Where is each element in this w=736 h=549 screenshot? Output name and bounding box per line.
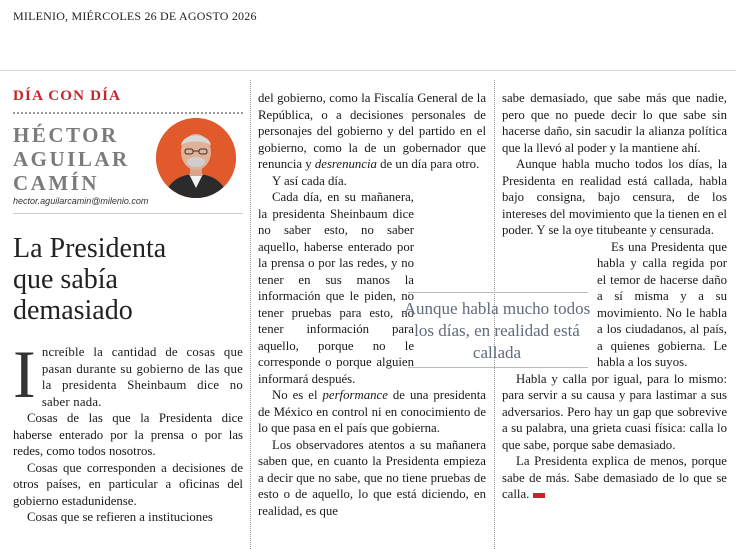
headline-line3: demasiado — [13, 295, 133, 326]
section-label: DÍA CON DÍA — [13, 88, 122, 104]
headline — [13, 233, 243, 326]
column-divider — [250, 80, 251, 549]
author-email: hector.aguilarcamin@milenio.com — [13, 196, 149, 206]
headline-line2: que sabía — [13, 264, 118, 295]
paragraph — [502, 453, 727, 503]
section-rule — [13, 112, 243, 114]
author-photo — [156, 118, 236, 198]
top-rule — [0, 70, 736, 71]
paragraph: Cosas que se refieren a instituciones — [27, 510, 213, 524]
text-run: No es el — [272, 388, 323, 402]
paragraph-lead-text: ncreíble la cantidad de cosas que pasan durante su gobierno de las que la presidenta Sheinbaum dice no saber nada. — [41, 345, 243, 409]
paragraph: Los observadores atentos a su mañanera saben que, en cuanto la Presidenta empieza a decir que no sabe, que no tiene pruebas de esto o de aquello, lo que está diciendo, en realidad, es que — [258, 437, 486, 518]
paragraph: Cosas de las que la Presidenta dice haberse enterado por la prensa o por las redes, como todos nosotros. — [13, 411, 243, 458]
end-mark-icon — [533, 493, 545, 498]
author-portrait-icon — [156, 118, 236, 198]
paragraph: Y así cada día. — [272, 173, 347, 188]
paragraph-lead — [13, 336, 243, 412]
drop-cap: I — [13, 336, 36, 412]
paragraph: Cada día, en su mañanera, la presidenta Sheinbaum dice no saber esto, no saber aquello, haberse enterado por la prensa o por las redes, y no tener en sus manos la información que le piden, no tener pruebas para esto, no tener información para aquello, porque no le corresponde o porque alguien informará después. — [258, 190, 414, 386]
header-separator — [13, 213, 243, 214]
paragraph: Es una Presidenta que habla y calla regida por el temor de hacerse daño a sí misma y a su movimiento. No le habla a los ciudadanos, al país, a quienes gobierna. Le habla a los suyos. — [597, 239, 727, 369]
paragraph — [258, 90, 486, 173]
author-name-line3: CAMÍN — [13, 171, 99, 195]
column-3 — [502, 90, 727, 503]
text-run: de una presidenta de México en control ni en conocimiento de lo que pasa en el país que gobierna. — [258, 388, 486, 435]
paragraph: sabe demasiado, que sabe más que nadie, pero que no puede decir lo que sabe sin hacerse daño, sin sacudir la alianza política que la llevó al poder y la mantiene ahí. — [502, 91, 727, 155]
emphasis: performance — [322, 388, 388, 402]
text-run: del gobierno, como la Fiscalía General de la República, o a decisiones personales de personajes del gobierno y del partido en el gobierno, como la de un gobernador que renuncia y — [258, 91, 486, 171]
column-1 — [13, 336, 243, 526]
text-run: La Presidenta explica de menos, porque sabe de más. Sabe demasiado de lo que se calla. — [502, 454, 727, 501]
author-name-line1: HÉCTOR — [13, 123, 119, 147]
headline-line1: La Presidenta — [13, 233, 167, 264]
text-run: de un día para otro. — [376, 157, 480, 171]
pullquote-rule-top — [408, 292, 588, 293]
paragraph — [258, 387, 486, 437]
emphasis: desrenuncia — [314, 157, 377, 171]
paragraph: Cosas que corresponden a decisiones de otros países, en particular a oficinas del gobierno estadunidense. — [13, 460, 243, 508]
author-name — [13, 123, 130, 195]
pullquote: Aunque habla mucho todos los días, en realidad está callada — [403, 299, 591, 362]
paragraph: Aunque habla mucho todos los días, la Presidenta en realidad está callada, habla bajo consigna, bajo censura, de los intereses del movimiento que la tienen en el poder. Y se la oye titubeante y censurada. — [502, 157, 727, 237]
pullquote-rule-bottom — [408, 367, 588, 368]
paragraph: Habla y calla por igual, para lo mismo: para servir a su causa y para lastimar a sus adversarios. Pero hay un gap que sobrevive a su palabra, una grieta cuasi física: calla lo que sabe, porque sabe demasiado. — [502, 371, 727, 452]
author-name-line2: AGUILAR — [13, 147, 130, 171]
masthead: MILENIO, MIÉRCOLES 26 DE AGOSTO 2026 — [13, 9, 257, 23]
